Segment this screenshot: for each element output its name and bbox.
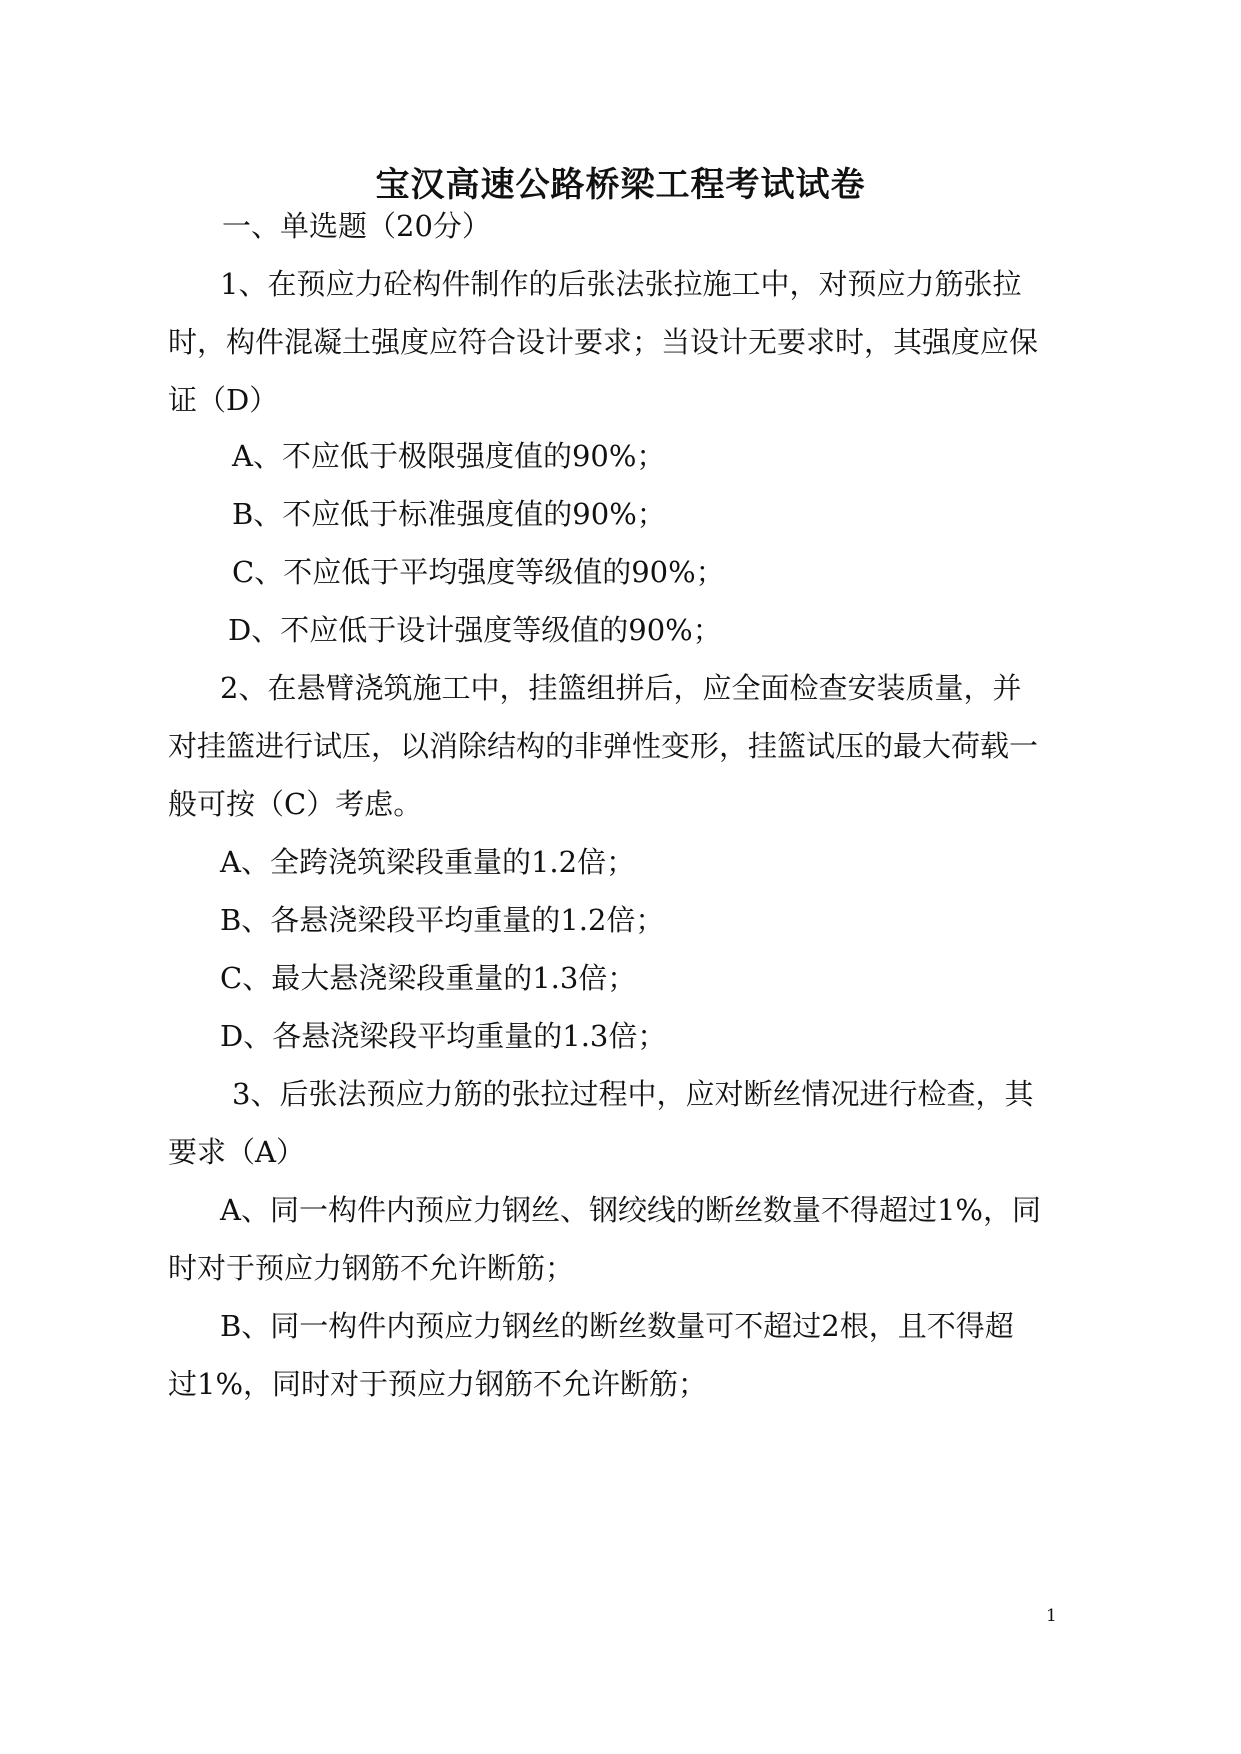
question-2-option-c: C、最大悬浇梁段重量的1.3倍；: [220, 961, 637, 995]
document-title: 宝汉高速公路桥梁工程考试试卷: [375, 165, 866, 205]
page-number: 1: [1046, 1606, 1057, 1626]
question-2-option-b: B、各悬浇梁段平均重量的1.2倍；: [220, 903, 665, 937]
question-1-option-c: C、不应低于平均强度等级值的90%；: [232, 555, 725, 589]
question-2-line-3: 般可按（C）考虑。: [168, 787, 423, 821]
question-2-option-d: D、各悬浇梁段平均重量的1.3倍；: [220, 1019, 667, 1053]
question-1-line-2: 时，构件混凝土强度应符合设计要求；当设计无要求时，其强度应保: [168, 325, 1039, 359]
question-1-line-1: 1、在预应力砼构件制作的后张法张拉施工中，对预应力筋张拉: [220, 267, 1022, 301]
section-heading: 一、单选题（20分）: [222, 209, 491, 243]
question-1-line-3: 证（D）: [168, 383, 279, 417]
question-3-option-b-line-1: B、同一构件内预应力钢丝的断丝数量可不超过2根，且不得超: [220, 1309, 1014, 1343]
question-1-option-b: B、不应低于标准强度值的90%；: [232, 497, 666, 531]
question-3-option-a-line-1: A、同一构件内预应力钢丝、钢绞线的断丝数量不得超过1%，同: [220, 1193, 1041, 1227]
question-2-option-a: A、全跨浇筑梁段重量的1.2倍；: [220, 845, 636, 879]
question-2-line-2: 对挂篮进行试压，以消除结构的非弹性变形，挂篮试压的最大荷载一: [168, 729, 1039, 763]
question-3-option-b-line-2: 过1%，同时对于预应力钢筋不允许断筋；: [168, 1367, 708, 1401]
question-1-option-a: A、不应低于极限强度值的90%；: [232, 439, 666, 473]
question-2-line-1: 2、在悬臂浇筑施工中，挂篮组拼后，应全面检查安装质量，并: [220, 671, 1022, 705]
question-3-line-2: 要求（A）: [168, 1135, 305, 1169]
question-3-line-1: 3、后张法预应力筋的张拉过程中，应对断丝情况进行检查，其: [232, 1077, 1034, 1111]
question-3-option-a-line-2: 时对于预应力钢筋不允许断筋；: [168, 1251, 575, 1285]
question-1-option-d: D、不应低于设计强度等级值的90%；: [228, 613, 722, 647]
